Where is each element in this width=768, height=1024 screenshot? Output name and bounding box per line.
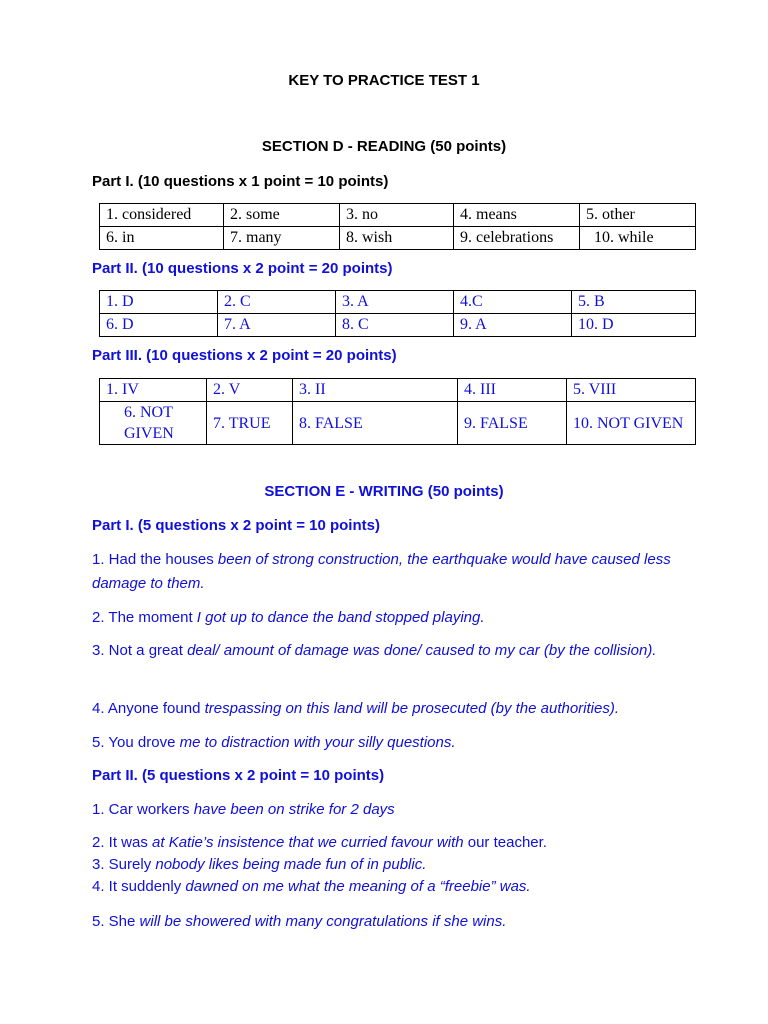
table-cell: 10. D: [572, 314, 696, 337]
table-cell: 9. celebrations: [454, 227, 580, 250]
answer-prompt: 2. It was: [92, 834, 153, 851]
table-cell: 1. IV: [100, 379, 207, 402]
answer-text: deal/ amount of damage was done/ caused to my car (by the collision).: [187, 642, 657, 659]
writing-answer: [92, 832, 712, 854]
writing-answer: [92, 876, 712, 898]
table-cell: 2. some: [224, 204, 340, 227]
writing-answer: [92, 639, 712, 663]
answer-prompt: 3. Surely: [92, 856, 156, 873]
table-row: [100, 402, 696, 445]
table-cell: 2. C: [218, 291, 336, 314]
table-cell: 7. many: [224, 227, 340, 250]
reading-part1-table: [99, 203, 696, 250]
table-cell: 4.C: [454, 291, 572, 314]
writing-answer: [92, 854, 712, 876]
answer-prompt: 5. She: [92, 913, 140, 930]
table-cell: 7. A: [218, 314, 336, 337]
table-row: [100, 379, 696, 402]
answer-prompt: 1. Had the houses: [92, 551, 218, 568]
table-cell: 8. C: [336, 314, 454, 337]
table-cell: 8. wish: [340, 227, 454, 250]
writing-answer: [92, 731, 712, 755]
table-cell: 5. other: [580, 204, 696, 227]
table-cell: 3. A: [336, 291, 454, 314]
table-cell: 6. in: [100, 227, 224, 250]
answer-text: will be showered with many congratulations if she wins.: [139, 913, 507, 930]
answer-text: me to distraction with your silly questions.: [179, 734, 456, 751]
table-cell: 4. means: [454, 204, 580, 227]
table-cell: 9. A: [454, 314, 572, 337]
answer-prompt: 3. Not a great: [92, 642, 188, 659]
answer-text: trespassing on this land will be prosecuted (by the authorities).: [204, 700, 619, 717]
reading-part3-table: [99, 378, 696, 445]
table-cell: 10. NOT GIVEN: [567, 402, 696, 445]
section-d-part3-label: Part III. (10 questions x 2 point = 20 points): [92, 347, 397, 364]
table-cell: 1. considered: [100, 204, 224, 227]
answer-tail: our teacher.: [463, 834, 547, 851]
writing-answer: [92, 606, 712, 630]
answer-text: I got up to dance the band stopped playing.: [196, 609, 485, 626]
writing-answer: [92, 798, 712, 822]
table-cell: 7. TRUE: [207, 402, 293, 445]
table-cell: 6. NOT GIVEN: [100, 402, 207, 445]
answer-text: been of strong construction, the earthquake would have caused less damage to them.: [92, 551, 671, 592]
section-d-part1-label: Part I. (10 questions x 1 point = 10 points): [92, 173, 389, 190]
table-cell: 9. FALSE: [458, 402, 567, 445]
writing-answer: [92, 910, 712, 934]
table-cell: 2. V: [207, 379, 293, 402]
section-d-part2-label: Part II. (10 questions x 2 point = 20 points): [92, 260, 393, 277]
answer-prompt: 2. The moment: [92, 609, 197, 626]
answer-prompt: 4. It suddenly: [92, 878, 186, 895]
table-cell: 1. D: [100, 291, 218, 314]
answer-text: have been on strike for 2 days: [193, 801, 395, 818]
answer-prompt: 5. You drove: [92, 734, 180, 751]
table-row: [100, 314, 696, 337]
answer-text: dawned on me what the meaning of a “freebie” was.: [185, 878, 531, 895]
section-d-heading: SECTION D - READING (50 points): [261, 138, 507, 155]
table-cell: 6. D: [100, 314, 218, 337]
table-cell: 5. VIII: [567, 379, 696, 402]
table-row: [100, 227, 696, 250]
table-cell: 5. B: [572, 291, 696, 314]
answer-prompt: 4. Anyone found: [92, 700, 205, 717]
writing-answer: [92, 697, 712, 721]
page-title: KEY TO PRACTICE TEST 1: [288, 72, 480, 89]
table-row: [100, 291, 696, 314]
answer-text: nobody likes being made fun of in public.: [155, 856, 427, 873]
table-cell: 4. III: [458, 379, 567, 402]
section-e-heading: SECTION E - WRITING (50 points): [264, 483, 504, 500]
reading-part2-table: [99, 290, 696, 337]
table-cell: 10. while: [580, 227, 696, 250]
section-e-part2-label: Part II. (5 questions x 2 point = 10 points): [92, 767, 385, 784]
section-e-part1-label: Part I. (5 questions x 2 point = 10 points): [92, 517, 380, 534]
answer-text: at Katie’s insistence that we curried favour with: [152, 834, 464, 851]
table-cell: 8. FALSE: [293, 402, 458, 445]
writing-answer: [92, 548, 712, 596]
table-row: [100, 204, 696, 227]
table-cell: 3. no: [340, 204, 454, 227]
answer-prompt: 1. Car workers: [92, 801, 194, 818]
table-cell: 3. II: [293, 379, 458, 402]
